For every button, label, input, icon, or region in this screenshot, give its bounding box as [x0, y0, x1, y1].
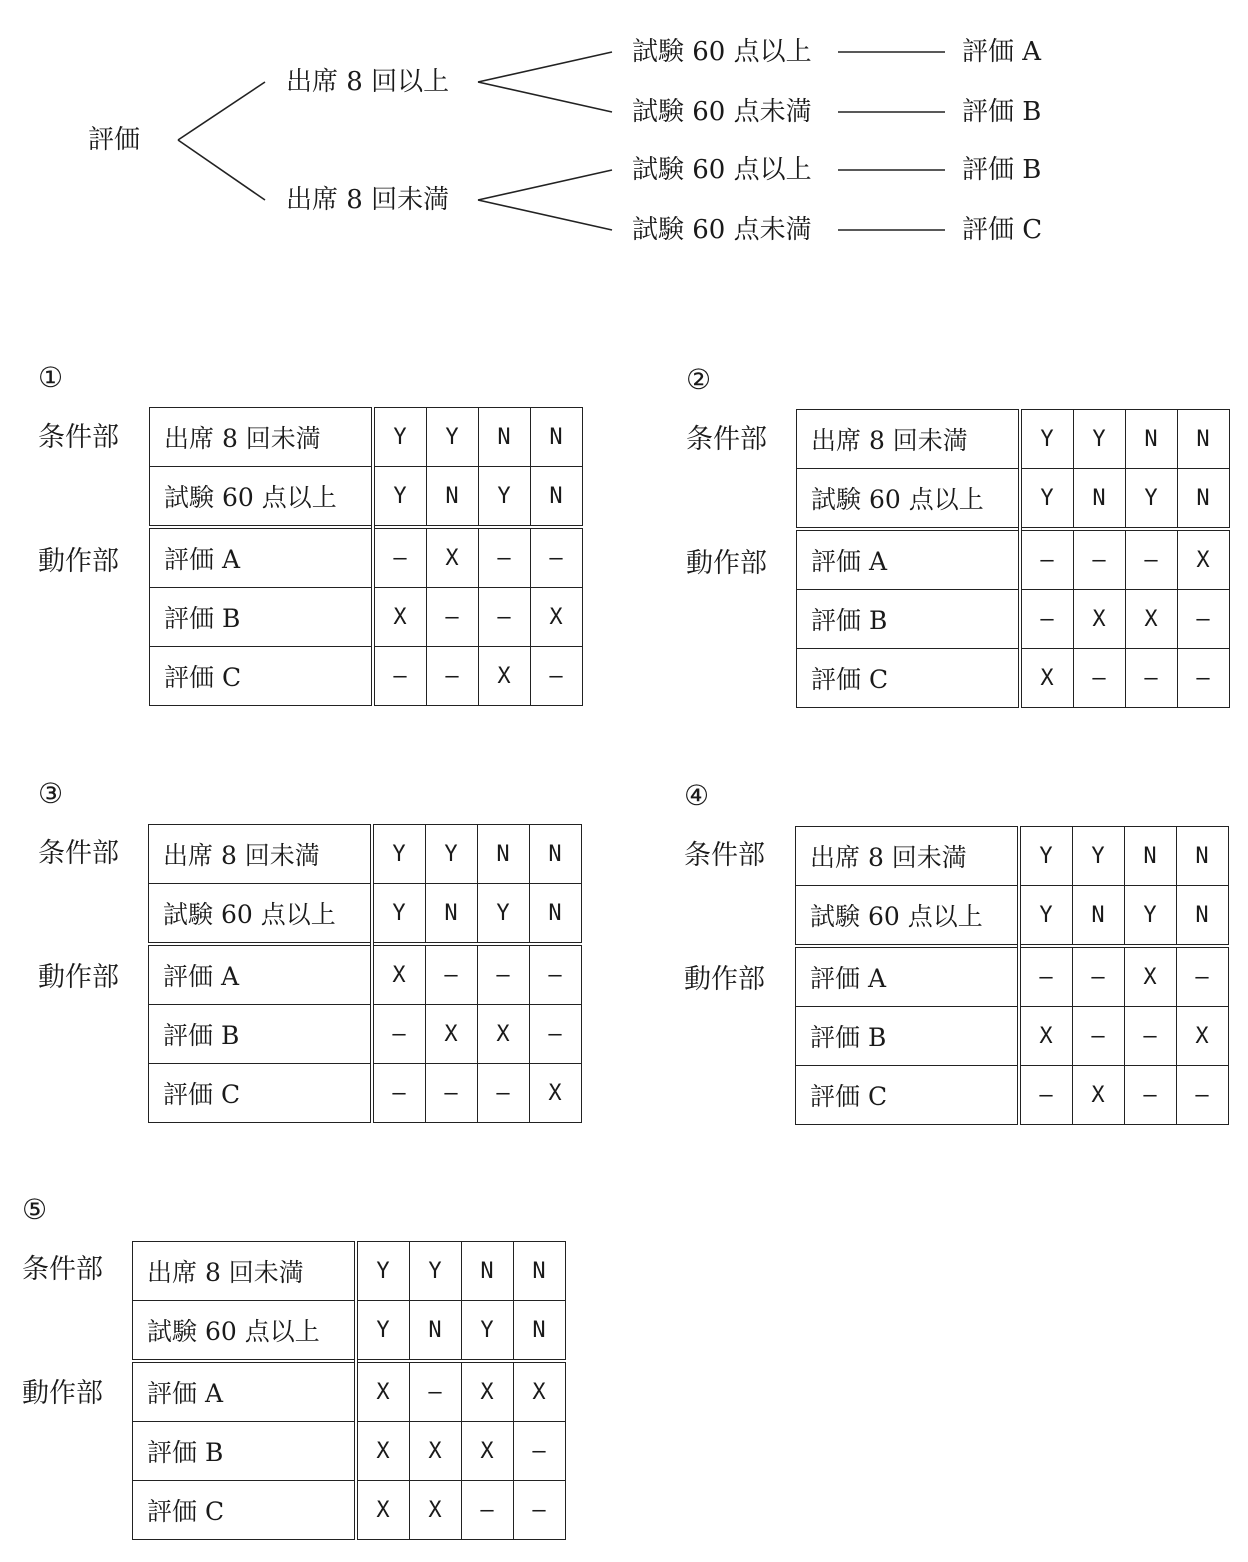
row-label: 出席 8 回未満: [797, 410, 1020, 469]
table-cell: X: [356, 1422, 410, 1481]
table-cell: N: [1177, 410, 1229, 469]
table-row: [796, 1066, 1229, 1125]
option-number: ⑤: [22, 1193, 48, 1226]
option-number: ④: [684, 779, 710, 812]
row-label: 評価 B: [797, 590, 1020, 649]
table-cell: N: [1176, 886, 1228, 947]
table-row: [150, 408, 583, 467]
action-section-label: 動作部: [38, 962, 119, 993]
table-cell: –: [372, 1064, 426, 1123]
row-label: 出席 8 回未満: [796, 827, 1019, 886]
table-row: [149, 884, 582, 945]
table-cell: Y: [426, 408, 478, 467]
table-cell: Y: [425, 825, 477, 884]
table-cell: X: [1072, 1066, 1124, 1125]
tree-branch-upper: 出席 8 回以上: [286, 67, 450, 97]
table-cell: X: [356, 1481, 410, 1540]
table-cell: X: [529, 1064, 581, 1123]
table-cell: Y: [1072, 827, 1124, 886]
table-cell: –: [513, 1422, 565, 1481]
table-cell: X: [409, 1422, 461, 1481]
table-cell: X: [1020, 649, 1074, 708]
table-cell: X: [1019, 1007, 1073, 1066]
row-label: 試験 60 点以上: [133, 1301, 356, 1362]
table-cell: Y: [461, 1301, 513, 1362]
table-cell: –: [529, 944, 581, 1005]
table-cell: –: [1020, 529, 1074, 590]
table-cell: –: [373, 647, 427, 706]
decision-tree-lines: [0, 0, 1248, 270]
table-row: [133, 1481, 566, 1540]
row-label: 評価 C: [149, 1064, 372, 1123]
condition-section-label: 条件部: [684, 840, 765, 871]
table-cell: X: [425, 1005, 477, 1064]
table-cell: X: [373, 588, 427, 647]
row-label: 試験 60 点以上: [149, 884, 372, 945]
table-cell: X: [1124, 946, 1176, 1007]
table-cell: –: [529, 1005, 581, 1064]
decision-table-option-3: [148, 824, 582, 1123]
table-row: [149, 1005, 582, 1064]
row-label: 評価 A: [149, 944, 372, 1005]
table-cell: Y: [1020, 469, 1074, 530]
decision-table-option-2: [796, 409, 1230, 708]
table-cell: X: [1177, 529, 1229, 590]
row-label: 評価 C: [133, 1481, 356, 1540]
table-row: [150, 527, 583, 588]
table-row: [797, 649, 1230, 708]
table-cell: X: [461, 1422, 513, 1481]
table-row: [150, 647, 583, 706]
row-label: 評価 A: [796, 946, 1019, 1007]
table-row: [797, 590, 1230, 649]
table-cell: N: [1176, 827, 1228, 886]
row-label: 試験 60 点以上: [796, 886, 1019, 947]
decision-table-option-5: [132, 1241, 566, 1540]
table-row: [796, 827, 1229, 886]
decision-table-option-4: [795, 826, 1229, 1125]
table-row: [797, 469, 1230, 530]
table-cell: X: [372, 944, 426, 1005]
table-cell: Y: [1019, 827, 1073, 886]
table-cell: –: [478, 527, 530, 588]
table-cell: N: [478, 408, 530, 467]
condition-section-label: 条件部: [38, 422, 119, 453]
row-label: 出席 8 回未満: [150, 408, 373, 467]
table-row: [149, 944, 582, 1005]
tree-edge-root-upper: [178, 82, 265, 140]
table-cell: N: [529, 884, 581, 945]
table-cell: Y: [1125, 469, 1177, 530]
table-cell: –: [530, 527, 582, 588]
table-cell: X: [1073, 590, 1125, 649]
table-cell: X: [478, 647, 530, 706]
row-label: 評価 B: [149, 1005, 372, 1064]
table-cell: –: [1125, 649, 1177, 708]
table-cell: –: [1072, 1007, 1124, 1066]
tree-leaf-condition: 試験 60 点以上: [632, 155, 812, 185]
condition-section-label: 条件部: [686, 424, 767, 455]
action-section-label: 動作部: [38, 546, 119, 577]
table-row: [149, 1064, 582, 1123]
table-cell: N: [1073, 469, 1125, 530]
table-cell: –: [513, 1481, 565, 1540]
table-row: [133, 1242, 566, 1301]
row-label: 評価 B: [133, 1422, 356, 1481]
table-cell: N: [530, 467, 582, 528]
table-cell: Y: [373, 467, 427, 528]
table-cell: –: [1072, 946, 1124, 1007]
table-cell: –: [372, 1005, 426, 1064]
tree-leaf-condition: 試験 60 点以上: [632, 37, 812, 67]
table-cell: N: [1125, 410, 1177, 469]
row-label: 評価 A: [797, 529, 1020, 590]
table-row: [150, 588, 583, 647]
table-cell: Y: [356, 1242, 410, 1301]
row-label: 試験 60 点以上: [150, 467, 373, 528]
table-cell: –: [1124, 1066, 1176, 1125]
table-cell: N: [513, 1242, 565, 1301]
table-row: [150, 467, 583, 528]
table-cell: –: [477, 1064, 529, 1123]
row-label: 評価 A: [150, 527, 373, 588]
table-row: [149, 825, 582, 884]
table-cell: –: [373, 527, 427, 588]
tree-branch-lower: 出席 8 回未満: [286, 185, 450, 215]
table-cell: –: [1020, 590, 1074, 649]
table-cell: N: [1072, 886, 1124, 947]
row-label: 評価 B: [150, 588, 373, 647]
table-cell: –: [530, 647, 582, 706]
option-number: ①: [38, 361, 64, 394]
table-cell: Y: [372, 884, 426, 945]
tree-edge-upper-bottom: [478, 82, 612, 112]
table-cell: N: [409, 1301, 461, 1362]
table-cell: X: [356, 1361, 410, 1422]
row-label: 評価 C: [150, 647, 373, 706]
table-cell: Y: [356, 1301, 410, 1362]
table-row: [796, 1007, 1229, 1066]
tree-edge-root-lower: [178, 140, 265, 200]
action-section-label: 動作部: [684, 964, 765, 995]
table-cell: –: [1176, 946, 1228, 1007]
table-row: [133, 1422, 566, 1481]
condition-section-label: 条件部: [22, 1254, 103, 1285]
tree-root: 評価: [88, 125, 141, 155]
table-cell: N: [529, 825, 581, 884]
table-cell: Y: [409, 1242, 461, 1301]
table-cell: N: [477, 825, 529, 884]
option-number: ③: [38, 777, 64, 810]
table-row: [133, 1361, 566, 1422]
row-label: 出席 8 回未満: [149, 825, 372, 884]
table-cell: N: [530, 408, 582, 467]
table-cell: Y: [1073, 410, 1125, 469]
table-cell: –: [1176, 1066, 1228, 1125]
table-cell: Y: [372, 825, 426, 884]
table-cell: –: [1177, 590, 1229, 649]
table-cell: –: [409, 1361, 461, 1422]
table-cell: N: [1124, 827, 1176, 886]
table-row: [796, 886, 1229, 947]
table-cell: –: [1019, 1066, 1073, 1125]
table-cell: X: [409, 1481, 461, 1540]
table-cell: X: [1176, 1007, 1228, 1066]
table-row: [797, 410, 1230, 469]
table-cell: –: [1073, 649, 1125, 708]
table-cell: –: [1073, 529, 1125, 590]
table-cell: Y: [478, 467, 530, 528]
table-cell: N: [1177, 469, 1229, 530]
table-cell: Y: [1019, 886, 1073, 947]
table-cell: X: [513, 1361, 565, 1422]
table-cell: –: [425, 944, 477, 1005]
row-label: 評価 A: [133, 1361, 356, 1422]
table-cell: –: [1124, 1007, 1176, 1066]
tree-leaf-result: 評価 B: [962, 155, 1042, 185]
table-cell: Y: [477, 884, 529, 945]
condition-section-label: 条件部: [38, 838, 119, 869]
row-label: 出席 8 回未満: [133, 1242, 356, 1301]
action-section-label: 動作部: [22, 1378, 103, 1409]
row-label: 試験 60 点以上: [797, 469, 1020, 530]
table-cell: –: [478, 588, 530, 647]
tree-leaf-result: 評価 B: [962, 97, 1042, 127]
table-cell: –: [1177, 649, 1229, 708]
table-cell: N: [425, 884, 477, 945]
tree-leaf-result: 評価 C: [962, 215, 1043, 245]
tree-leaf-condition: 試験 60 点未満: [632, 215, 812, 245]
tree-edge-lower-bottom: [478, 200, 612, 230]
tree-leaf-result: 評価 A: [962, 37, 1042, 67]
table-cell: –: [461, 1481, 513, 1540]
row-label: 評価 B: [796, 1007, 1019, 1066]
tree-leaf-condition: 試験 60 点未満: [632, 97, 812, 127]
table-cell: X: [461, 1361, 513, 1422]
table-cell: Y: [1020, 410, 1074, 469]
action-section-label: 動作部: [686, 548, 767, 579]
table-row: [133, 1301, 566, 1362]
row-label: 評価 C: [796, 1066, 1019, 1125]
decision-table-option-1: [149, 407, 583, 706]
table-cell: X: [426, 527, 478, 588]
table-cell: –: [1125, 529, 1177, 590]
tree-edge-lower-top: [478, 170, 612, 200]
row-label: 評価 C: [797, 649, 1020, 708]
table-cell: N: [513, 1301, 565, 1362]
table-cell: –: [426, 647, 478, 706]
table-cell: –: [426, 588, 478, 647]
table-cell: N: [461, 1242, 513, 1301]
table-cell: X: [477, 1005, 529, 1064]
table-cell: –: [425, 1064, 477, 1123]
table-cell: Y: [373, 408, 427, 467]
tree-edge-upper-top: [478, 52, 612, 82]
table-cell: X: [530, 588, 582, 647]
table-cell: N: [426, 467, 478, 528]
table-cell: –: [477, 944, 529, 1005]
table-row: [797, 529, 1230, 590]
table-cell: Y: [1124, 886, 1176, 947]
table-cell: –: [1019, 946, 1073, 1007]
option-number: ②: [686, 363, 712, 396]
table-row: [796, 946, 1229, 1007]
table-cell: X: [1125, 590, 1177, 649]
